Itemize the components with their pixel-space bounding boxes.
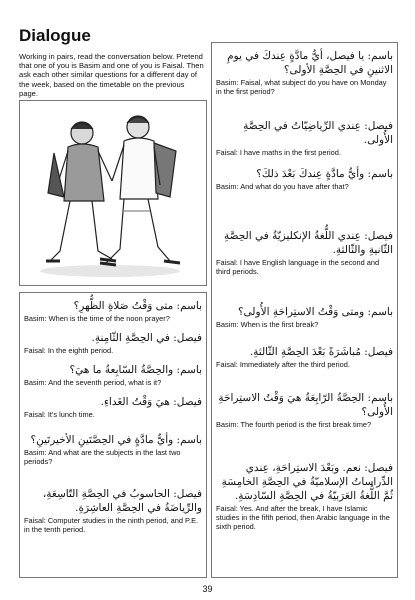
arabic-line: فيصل: هيَ وَقْتُ الغَداءِ. (100, 396, 202, 408)
page-number: 39 (202, 584, 213, 594)
dialogue-entry (24, 487, 202, 534)
arabic-line: باسم: متى وَقْتُ صَلاةِ الظُّهرِ؟ (73, 300, 202, 312)
dialogue-entry (216, 167, 393, 191)
arabic-line: باسم: وأيُّ مادَّةٍ في الحِصَّتَينِ الأخيرتَينِ؟ (30, 434, 202, 446)
english-translation: Basim: And what do you have after that? (216, 182, 349, 191)
dialogue-entry (24, 363, 202, 387)
arabic-line: باسم: الحِصَّةُ الرّابِعَةُ هيَ وَقْتُ الاستِراحَةِ الأُولى؟ (218, 392, 393, 418)
dialogue-box-left (19, 292, 207, 578)
dialogue-entry (216, 345, 393, 369)
english-translation: Faisal: Computer studies in the ninth period, and P.E. in the tenth period. (24, 516, 199, 534)
arabic-line: باسم: ومتى وَقْتُ الاستِراحَةِ الأُولى؟ (237, 306, 393, 318)
dialogue-entry (24, 433, 202, 466)
arabic-line: فيصل: مُباشَرَةً بَعْدَ الحِصَّةِ الثّالثةِ. (249, 346, 393, 358)
english-translation: Faisal: I have English language in the second and third periods. (216, 258, 380, 276)
arabic-line: باسم: يا فيصل، أيُّ مادَّةٍ عِندكَ في يومِ الاثنينِ في الحِصَّةِ الأولى؟ (227, 50, 393, 76)
arabic-line: فيصل: في الحِصَّةِ الثّامِنةِ. (91, 332, 202, 344)
arabic-line: فيصل: نعم. وبَعْدَ الاستِراحَةِ، عِندي الدِّراساتُ الإسلاميّةُ في الحِصَّةِ الخامِسَةِ ثُمَّ اللُّغةُ العَرَبيّةُ في الحِصَّةِ السّادِسَةِ. (221, 462, 393, 502)
dialogue-entry (216, 229, 393, 276)
dialogue-entry (216, 461, 393, 531)
illustration-box (19, 100, 207, 286)
english-translation: Basim: And what are the subjects in the last two periods? (24, 448, 181, 466)
dialogue-box-right (211, 42, 398, 578)
arabic-line: فيصل: عِندي الرِّياضِيّاتُ في الحِصَّةِ الأُولى. (243, 120, 393, 146)
english-translation: Basim: The fourth period is the first break time? (216, 420, 372, 429)
english-translation: Basim: And the seventh period, what is it? (24, 378, 162, 387)
english-translation: Faisal: I have maths in the first period. (216, 148, 341, 157)
english-translation: Faisal: In the eighth period. (24, 346, 114, 355)
dialogue-entry (24, 299, 202, 323)
dialogue-entry (216, 391, 393, 429)
intro-text: Working in pairs, read the conversation below. Pretend that one of you is Basim and one of you is Faisal. Then ask each other similar questions for a different day of the week, based on the timetable on the previous page. (19, 52, 204, 98)
english-translation: Basim: When is the first break? (216, 320, 319, 329)
english-translation: Faisal: It's lunch time. (24, 410, 95, 419)
dialogue-entry (216, 305, 393, 329)
two-boys-walking-illustration (20, 101, 206, 285)
arabic-line: فيصل: عِندي اللُّغةُ الإنكليزيّةُ في الحِصَّةِ الثّانيةِ والثّالثةِ. (224, 230, 393, 256)
english-translation: Basim: When is the time of the noon prayer? (24, 314, 170, 323)
arabic-line: فيصل: الحاسوبُ في الحِصَّةِ التّاسِعَةِ، والرِّياضَةُ في الحِصَّةِ العاشِرَةِ. (42, 488, 202, 514)
dialogue-entry (24, 395, 202, 419)
page-title: Dialogue (19, 26, 91, 45)
dialogue-entry (216, 119, 393, 157)
english-translation: Faisal: Yes. And after the break, I have Islamic studies in the fifth period, then Arabic language in the sixth period. (216, 504, 390, 531)
english-translation: Basim: Faisal, what subject do you have on Monday in the first period? (216, 78, 387, 96)
arabic-line: باسم: والحِصَّةُ السّابِعةُ ما هيَ؟ (69, 364, 202, 376)
dialogue-entry (24, 331, 202, 355)
english-translation: Faisal: Immediately after the third period. (216, 360, 350, 369)
arabic-line: باسم: وأيُّ مادَّةٍ عِندكَ بَعْدَ ذلكَ؟ (256, 168, 393, 180)
dialogue-entry (216, 49, 393, 96)
